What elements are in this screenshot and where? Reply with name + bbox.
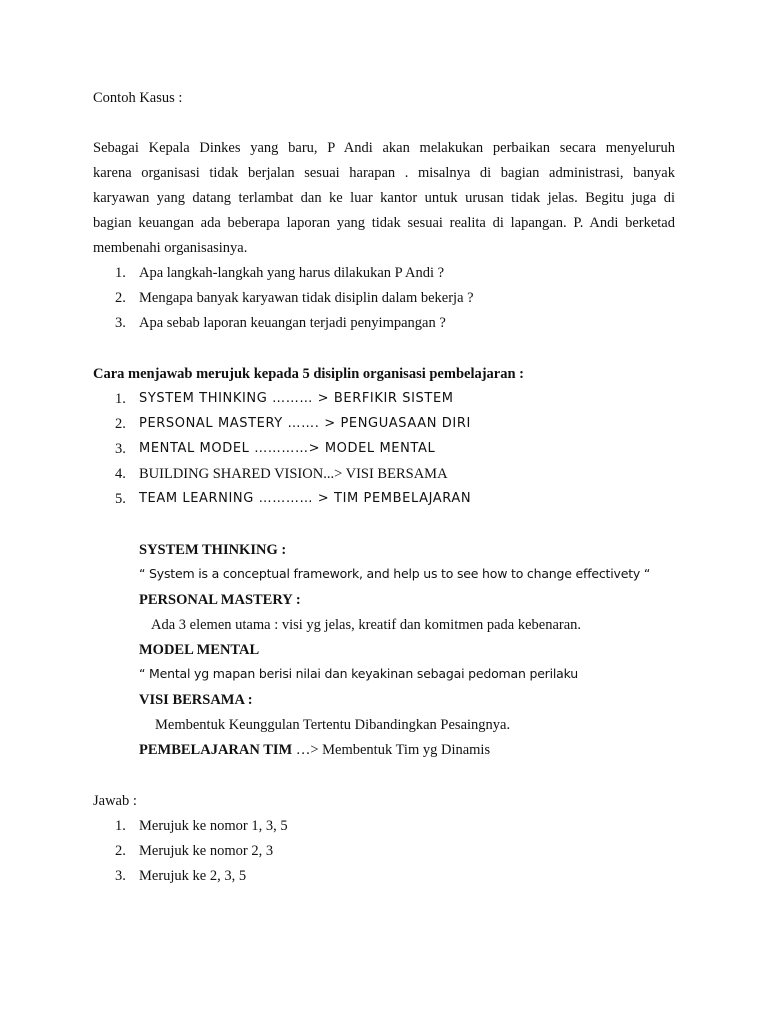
discipline-number: 5. <box>115 491 126 507</box>
visi-bersama-title: VISI BERSAMA : <box>139 692 253 708</box>
answer-item: Merujuk ke 2, 3, 5 <box>139 868 247 884</box>
system-thinking-text: “ System is a conceptual framework, and help us to see how to change effectivety “ <box>139 566 651 581</box>
visi-bersama-text: Membentuk Keunggulan Tertentu Dibandingkan Pesaingnya. <box>155 717 511 733</box>
case-paragraph-line-3: karyawan yang datang terlambat dan ke luar kantor untuk urusan tidak jelas. Begitu juga di <box>93 190 675 206</box>
pembelajaran-tim-title: PEMBELAJARAN TIM <box>139 742 293 758</box>
pembelajaran-tim-line <box>139 743 490 758</box>
case-paragraph-line-5: membenahi organisasinya. <box>93 240 248 256</box>
discipline-item: SYSTEM THINKING ……… > BERFIKIR SISTEM <box>139 391 454 406</box>
case-paragraph-line-4: bagian keuangan ada beberapa laporan yang tidak sesuai realita di lapangan. P. Andi berketad <box>93 215 675 231</box>
discipline-item: PERSONAL MASTERY ……. > PENGUASAAN DIRI <box>139 416 471 431</box>
method-heading: Cara menjawab merujuk kepada 5 disiplin organisasi pembelajaran : <box>93 366 525 382</box>
model-mental-text: “ Mental yg mapan berisi nilai dan keyakinan sebagai pedoman perilaku <box>139 666 579 681</box>
discipline-number: 2. <box>115 416 126 432</box>
question-item: Apa sebab laporan keuangan terjadi penyimpangan ? <box>139 315 446 331</box>
personal-mastery-title: PERSONAL MASTERY : <box>139 592 301 608</box>
question-item: Apa langkah-langkah yang harus dilakukan P Andi ? <box>139 265 445 281</box>
question-number: 2. <box>115 290 126 306</box>
case-paragraph-line-2: karena organisasi tidak berjalan sesuai harapan . misalnya di bagian administrasi, banyak <box>93 165 675 181</box>
discipline-item: BUILDING SHARED VISION...> VISI BERSAMA <box>139 466 448 482</box>
answer-number: 2. <box>115 843 126 859</box>
question-item: Mengapa banyak karyawan tidak disiplin dalam bekerja ? <box>139 290 474 306</box>
question-number: 3. <box>115 315 126 331</box>
discipline-number: 4. <box>115 466 126 482</box>
personal-mastery-text: Ada 3 elemen utama : visi yg jelas, kreatif dan komitmen pada kebenaran. <box>151 617 582 633</box>
discipline-item: MENTAL MODEL …………> MODEL MENTAL <box>139 441 436 456</box>
case-paragraph-line-1: Sebagai Kepala Dinkes yang baru, P Andi akan melakukan perbaikan secara menyeluruh <box>93 140 675 156</box>
case-heading: Contoh Kasus : <box>93 90 183 106</box>
discipline-number: 3. <box>115 441 126 457</box>
answer-item: Merujuk ke nomor 1, 3, 5 <box>139 818 288 834</box>
answer-number: 3. <box>115 868 126 884</box>
answer-heading: Jawab : <box>93 793 137 809</box>
discipline-item: TEAM LEARNING ………… > TIM PEMBELAJARAN <box>139 491 472 506</box>
discipline-number: 1. <box>115 391 126 407</box>
answer-item: Merujuk ke nomor 2, 3 <box>139 843 274 859</box>
pembelajaran-tim-text: …> Membentuk Tim yg Dinamis <box>292 742 491 758</box>
system-thinking-title: SYSTEM THINKING : <box>139 542 287 558</box>
answer-number: 1. <box>115 818 126 834</box>
question-number: 1. <box>115 265 126 281</box>
model-mental-title: MODEL MENTAL <box>139 642 260 658</box>
